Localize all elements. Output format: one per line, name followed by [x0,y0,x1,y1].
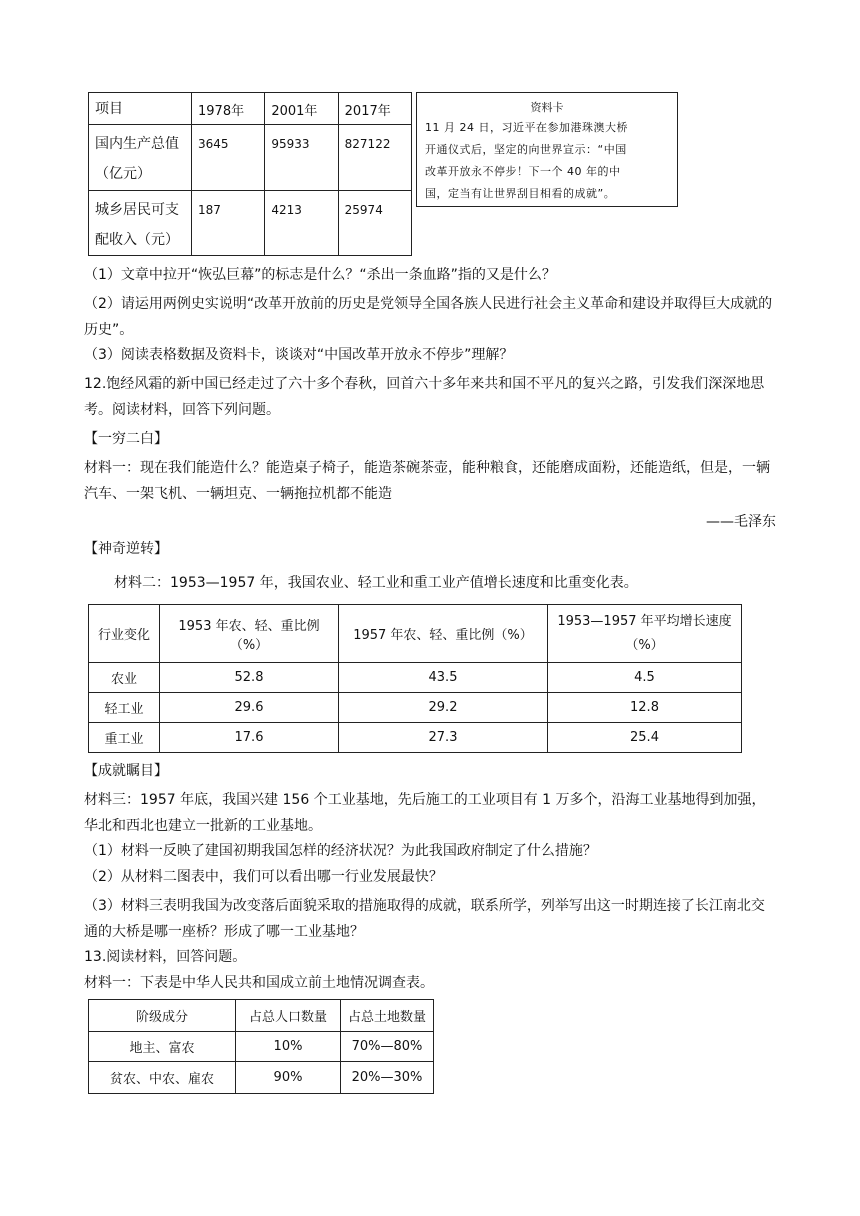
table-cell: 29.6 [160,693,339,723]
land-survey-table [88,999,434,1094]
economic-data-table [88,92,412,256]
table-header: 1953 年农、轻、重比例（%） [160,605,339,663]
table-header: 行业变化 [89,605,160,663]
table-row-label: 城乡居民可支 配收入（元） [89,191,192,256]
table-header: 项目 [89,93,192,125]
question-text: （3）阅读表格数据及资料卡，谈谈对“中国改革开放永不停步”理解？ [84,347,514,363]
table-cell: 20%—30% [341,1062,434,1094]
table-cell: 25.4 [548,723,742,753]
table-cell: 70%—80% [341,1032,434,1062]
table-cell: 4.5 [548,663,742,693]
section-heading: 【一穷二白】 [84,431,168,447]
material-text: 材料一：下表是中华人民共和国成立前土地情况调查表。 [84,975,434,991]
table-cell: 25974 [338,191,411,256]
material-text: 材料三：1957 年底，我国兴建 156 个工业基地，先后施工的工业项目有 1 万多个，沿海工业基地得到加强，华北和西北也建立一批新的工业基地。 [84,792,766,834]
table-cell: 52.8 [160,663,339,693]
industry-growth-table [88,604,742,753]
table-header: 1978年 [192,93,265,125]
table-header: 占总土地数量 [341,1000,434,1032]
table-cell: 重工业 [89,723,160,753]
question-intro: 13.阅读材料，回答问题。 [84,949,247,965]
question-text: （2）从材料二图表中，我们可以看出哪一行业发展最快？ [84,869,443,885]
table-cell: 95933 [265,125,338,191]
card-body: 11 月 24 日，习近平在参加港珠澳大桥 开通仪式后，坚定的向世界宣示：“中国 改革开放永不停步！下一个 40 年的中 国，定当有让世界刮目相看的成就”。 [425,121,628,200]
question-text: （1）文章中拉开“恢弘巨幕”的标志是什么？“杀出一条血路”指的又是什么？ [84,267,556,283]
table-header: 1953—1957 年平均增长速度 （%） [548,605,742,663]
table-cell: 43.5 [339,663,548,693]
table-header: 2017年 [338,93,411,125]
card-title: 资料卡 [530,101,564,114]
table-cell: 27.3 [339,723,548,753]
table-header: 1957 年农、轻、重比例（%） [339,605,548,663]
table-cell: 187 [192,191,265,256]
question-intro: 12.饱经风霜的新中国已经走过了六十多个春秋，回首六十多年来共和国不平凡的复兴之路，引发我们深深地思考。阅读材料，回答下列问题。 [84,376,765,418]
material-text: 材料二：1953—1957 年，我国农业、轻工业和重工业产值增长速度和比重变化表。 [114,575,638,591]
question-text: （2）请运用两例史实说明“改革开放前的历史是党领导全国各族人民进行社会主义革命和建设并取得巨大成就的历史”。 [84,296,773,338]
table-cell: 4213 [265,191,338,256]
table-cell: 贫农、中农、雇农 [89,1062,236,1094]
table-cell: 17.6 [160,723,339,753]
table-cell: 地主、富农 [89,1032,236,1062]
section-heading: 【成就瞩目】 [84,763,168,779]
table-cell: 90% [236,1062,341,1094]
table-row-label: 国内生产总值 （亿元） [89,125,192,191]
table-cell: 827122 [338,125,411,191]
table-cell: 轻工业 [89,693,160,723]
table-cell: 农业 [89,663,160,693]
table-cell: 10% [236,1032,341,1062]
table-header: 占总人口数量 [236,1000,341,1032]
table-cell: 12.8 [548,693,742,723]
table-cell: 3645 [192,125,265,191]
attribution: ——毛泽东 [706,514,776,530]
table-cell: 29.2 [339,693,548,723]
resource-card [416,92,678,207]
table-header: 2001年 [265,93,338,125]
question-text: （3）材料三表明我国为改变落后面貌采取的措施取得的成就，联系所学，列举写出这一时期连接了长江南北交通的大桥是哪一座桥？形成了哪一工业基地？ [84,898,765,940]
table-header: 阶级成分 [89,1000,236,1032]
question-text: （1）材料一反映了建国初期我国怎样的经济状况？为此我国政府制定了什么措施？ [84,843,597,859]
section-heading: 【神奇逆转】 [84,541,168,557]
material-text: 材料一：现在我们能造什么？能造桌子椅子，能造茶碗茶壶，能种粮食，还能磨成面粉，还能造纸，但是，一辆汽车、一架飞机、一辆坦克、一辆拖拉机都不能造 [84,460,770,502]
